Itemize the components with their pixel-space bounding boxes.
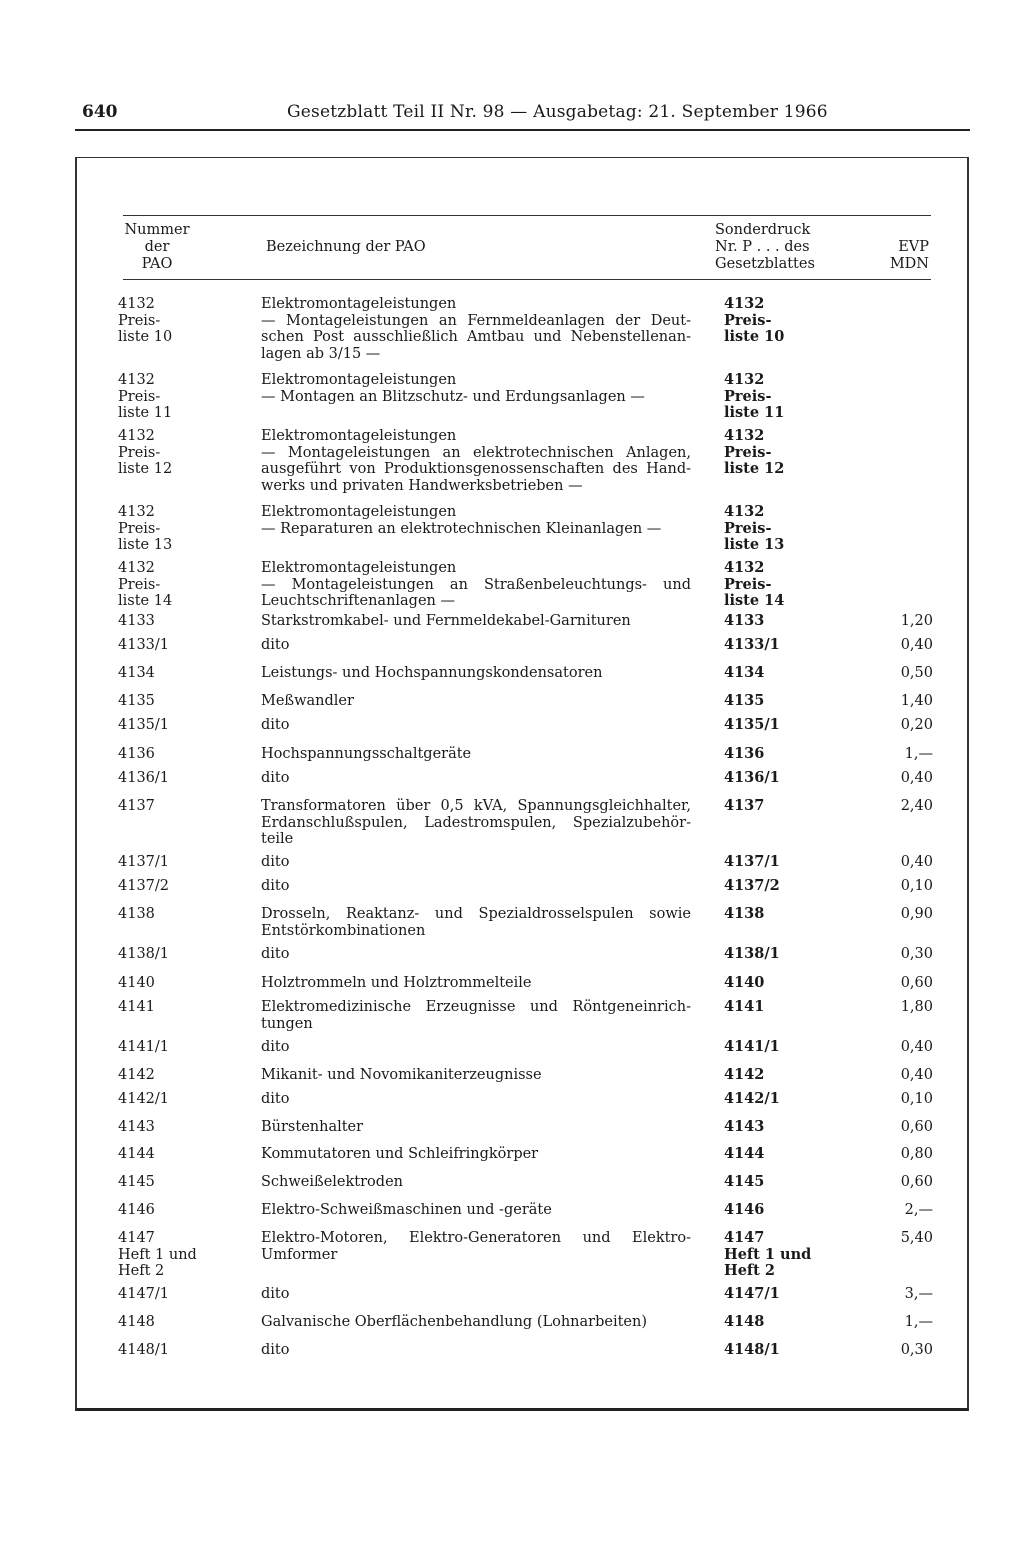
- cell-nummer: 4132 Preis- liste 10: [118, 296, 173, 345]
- cell-nummer: 4138: [118, 906, 155, 922]
- column-header-bezeichnung: Bezeichnung der PAO: [266, 239, 426, 255]
- cell-evp: 1,80: [900, 999, 933, 1015]
- cell-nummer: 4140: [118, 975, 155, 991]
- cell-evp: 0,80: [900, 1146, 933, 1162]
- cell-bezeichnung: dito: [261, 1342, 290, 1358]
- cell-evp: 0,90: [900, 906, 933, 922]
- table-header: [123, 215, 931, 280]
- cell-nummer: 4135/1: [118, 717, 170, 733]
- cell-bezeichnung: dito: [261, 770, 290, 786]
- cell-evp: 2,—: [904, 1202, 933, 1218]
- cell-nummer: 4141: [118, 999, 155, 1015]
- cell-sonderdruck: 4137/1: [724, 853, 780, 870]
- cell-nummer: 4141/1: [118, 1039, 170, 1055]
- cell-evp: 3,—: [904, 1286, 933, 1302]
- cell-bezeichnung: dito: [261, 878, 290, 894]
- cell-evp: 0,40: [900, 637, 933, 653]
- cell-nummer: 4137/2: [118, 878, 170, 894]
- cell-evp: 1,40: [900, 693, 933, 709]
- cell-bezeichnung: Bürstenhalter: [261, 1119, 364, 1135]
- cell-nummer: 4145: [118, 1174, 155, 1190]
- cell-sonderdruck: 4147 Heft 1 und Heft 2: [724, 1229, 812, 1279]
- cell-nummer: 4146: [118, 1202, 155, 1218]
- cell-evp: 0,60: [900, 975, 933, 991]
- cell-sonderdruck: 4133/1: [724, 636, 780, 653]
- cell-sonderdruck: 4134: [724, 664, 765, 681]
- cell-bezeichnung: Elektro-Schweißmaschinen und -geräte: [261, 1202, 552, 1218]
- cell-evp: 0,60: [900, 1119, 933, 1135]
- cell-evp: 0,50: [900, 665, 933, 681]
- cell-sonderdruck: 4141/1: [724, 1038, 780, 1055]
- cell-sonderdruck: 4133: [724, 612, 765, 629]
- cell-sonderdruck: 4148/1: [724, 1341, 780, 1358]
- cell-bezeichnung: Starkstromkabel- und Fernmeldekabel-Garnituren: [261, 613, 631, 629]
- cell-sonderdruck: 4132 Preis- liste 12: [724, 427, 785, 477]
- cell-nummer: 4132 Preis- liste 13: [118, 504, 173, 553]
- cell-sonderdruck: 4145: [724, 1173, 765, 1190]
- cell-nummer: 4132 Preis- liste 11: [118, 372, 173, 421]
- cell-evp: 5,40: [900, 1230, 933, 1246]
- cell-nummer: 4136: [118, 746, 155, 762]
- cell-sonderdruck: 4144: [724, 1145, 765, 1162]
- cell-sonderdruck: 4143: [724, 1118, 765, 1135]
- cell-sonderdruck: 4132 Preis- liste 10: [724, 295, 785, 345]
- cell-bezeichnung: dito: [261, 1286, 290, 1302]
- cell-sonderdruck: 4136: [724, 745, 765, 762]
- cell-nummer: 4137/1: [118, 854, 170, 870]
- cell-nummer: 4132 Preis- liste 12: [118, 428, 173, 477]
- cell-bezeichnung: Elektromontageleistungen — Montagen an Blitzschutz- und Erdungsanlagen —: [261, 372, 645, 405]
- cell-bezeichnung: Galvanische Oberflächenbehandlung (Lohnarbeiten): [261, 1314, 647, 1330]
- cell-evp: 0,10: [900, 1091, 933, 1107]
- cell-sonderdruck: 4141: [724, 998, 765, 1015]
- cell-bezeichnung: Elektromontageleistungen — Montageleistungen an Fernmeldeanlagen der Deut- schen Post ausschließlich Amtbau und Nebenstellenan- lagen ab 3/15 —: [261, 296, 691, 362]
- cell-bezeichnung: dito: [261, 717, 290, 733]
- cell-sonderdruck: 4135: [724, 692, 765, 709]
- cell-nummer: 4134: [118, 665, 155, 681]
- cell-nummer: 4147 Heft 1 und Heft 2: [118, 1230, 197, 1279]
- cell-sonderdruck: 4146: [724, 1201, 765, 1218]
- column-header-evp: EVP MDN: [889, 239, 929, 272]
- cell-evp: 0,40: [900, 1039, 933, 1055]
- cell-evp: 0,20: [900, 717, 933, 733]
- cell-evp: 0,40: [900, 1067, 933, 1083]
- cell-bezeichnung: Meßwandler: [261, 693, 354, 709]
- cell-evp: 0,10: [900, 878, 933, 894]
- cell-evp: 0,60: [900, 1174, 933, 1190]
- cell-sonderdruck: 4138/1: [724, 945, 780, 962]
- cell-sonderdruck: 4135/1: [724, 716, 780, 733]
- cell-nummer: 4142: [118, 1067, 155, 1083]
- column-header-sonderdruck: Sonderdruck Nr. P . . . des Gesetzblattes: [715, 222, 815, 272]
- cell-evp: 1,20: [900, 613, 933, 629]
- cell-nummer: 4135: [118, 693, 155, 709]
- cell-nummer: 4138/1: [118, 946, 170, 962]
- cell-bezeichnung: Leistungs- und Hochspannungskondensatoren: [261, 665, 603, 681]
- cell-sonderdruck: 4136/1: [724, 769, 780, 786]
- cell-sonderdruck: 4140: [724, 974, 765, 991]
- cell-sonderdruck: 4142/1: [724, 1090, 780, 1107]
- cell-bezeichnung: Elektro-Motoren, Elektro-Generatoren und Elektro- Umformer: [261, 1230, 691, 1263]
- cell-nummer: 4148/1: [118, 1342, 170, 1358]
- header-title: Gesetzblatt Teil II Nr. 98 — Ausgabetag: 21. September 1966: [287, 102, 828, 122]
- cell-sonderdruck: 4148: [724, 1313, 765, 1330]
- cell-bezeichnung: dito: [261, 946, 290, 962]
- cell-bezeichnung: Elektromontageleistungen — Reparaturen an elektrotechnischen Kleinanlagen —: [261, 504, 662, 537]
- cell-bezeichnung: Kommutatoren und Schleifringkörper: [261, 1146, 539, 1162]
- cell-bezeichnung: Transformatoren über 0,5 kVA, Spannungsgleichhalter, Erdanschlußspulen, Ladestromspulen, Spezialzubehör- teile: [261, 798, 691, 847]
- cell-sonderdruck: 4142: [724, 1066, 765, 1083]
- cell-sonderdruck: 4147/1: [724, 1285, 780, 1302]
- cell-nummer: 4137: [118, 798, 155, 814]
- page-header: [82, 102, 972, 126]
- cell-bezeichnung: Drosseln, Reaktanz- und Spezialdrosselspulen sowie Entstörkombinationen: [261, 906, 691, 939]
- cell-bezeichnung: dito: [261, 854, 290, 870]
- cell-nummer: 4142/1: [118, 1091, 170, 1107]
- cell-nummer: 4136/1: [118, 770, 170, 786]
- cell-bezeichnung: Holztrommeln und Holztrommelteile: [261, 975, 532, 991]
- cell-nummer: 4133/1: [118, 637, 170, 653]
- cell-evp: 1,—: [904, 1314, 933, 1330]
- cell-bezeichnung: dito: [261, 1039, 290, 1055]
- cell-bezeichnung: Elektromontageleistungen — Montageleistungen an elektrotechnischen Anlagen, ausgeführt von Produktionsgenossenschaften des Hand- werks und privaten Handwerksbetrieben —: [261, 428, 691, 494]
- cell-nummer: 4147/1: [118, 1286, 170, 1302]
- cell-sonderdruck: 4132 Preis- liste 11: [724, 371, 785, 421]
- column-header-nummer: Nummer der PAO: [124, 222, 190, 272]
- cell-bezeichnung: Elektromontageleistungen — Montageleistungen an Straßenbeleuchtungs- und Leuchtschriftenanlagen —: [261, 560, 691, 609]
- cell-evp: 1,—: [904, 746, 933, 762]
- cell-sonderdruck: 4132 Preis- liste 13: [724, 503, 785, 553]
- header-rule: [75, 129, 970, 131]
- cell-sonderdruck: 4138: [724, 905, 765, 922]
- cell-bezeichnung: dito: [261, 1091, 290, 1107]
- cell-nummer: 4133: [118, 613, 155, 629]
- cell-bezeichnung: Hochspannungsschaltgeräte: [261, 746, 472, 762]
- cell-evp: 0,30: [900, 946, 933, 962]
- cell-bezeichnung: Mikanit- und Novomikaniterzeugnisse: [261, 1067, 542, 1083]
- cell-evp: 0,30: [900, 1342, 933, 1358]
- page-number: 640: [82, 102, 118, 122]
- cell-bezeichnung: dito: [261, 637, 290, 653]
- cell-nummer: 4143: [118, 1119, 155, 1135]
- cell-nummer: 4144: [118, 1146, 155, 1162]
- cell-bezeichnung: Schweißelektroden: [261, 1174, 403, 1190]
- cell-sonderdruck: 4137/2: [724, 877, 780, 894]
- cell-nummer: 4132 Preis- liste 14: [118, 560, 173, 609]
- cell-bezeichnung: Elektromedizinische Erzeugnisse und Röntgeneinrich- tungen: [261, 999, 691, 1032]
- cell-evp: 0,40: [900, 854, 933, 870]
- cell-sonderdruck: 4132 Preis- liste 14: [724, 559, 785, 609]
- cell-nummer: 4148: [118, 1314, 155, 1330]
- cell-evp: 2,40: [900, 798, 933, 814]
- cell-sonderdruck: 4137: [724, 797, 765, 814]
- cell-evp: 0,40: [900, 770, 933, 786]
